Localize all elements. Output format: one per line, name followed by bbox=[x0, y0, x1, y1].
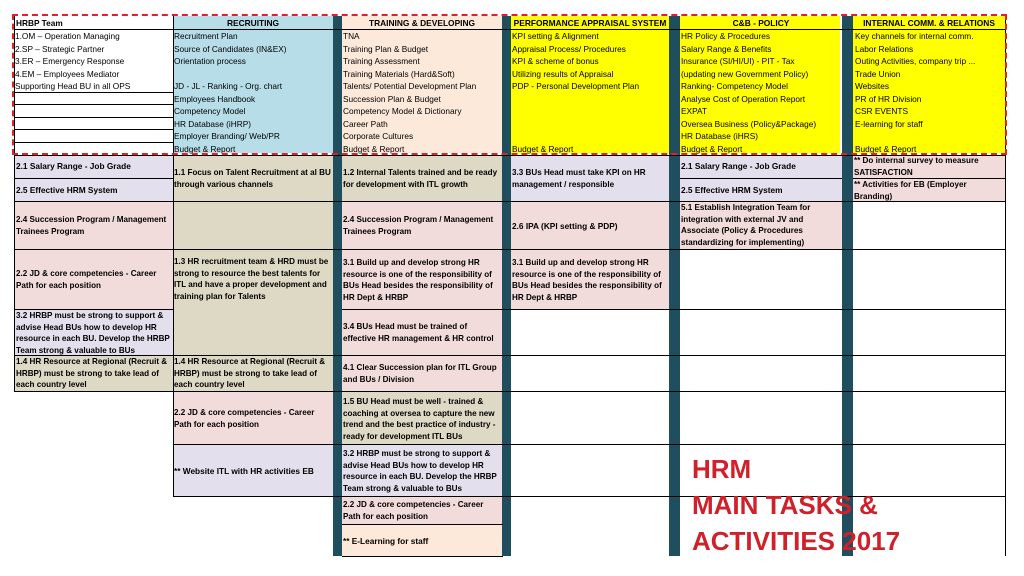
c5-hrm-system: 2.5 Effective HRM System bbox=[681, 185, 783, 195]
c4-ipa: 2.6 IPA (KPI setting & PDP) bbox=[512, 221, 618, 231]
c3-hrbp: 3.2 HRBP must be strong to support & advise Head BUs how to develop HR resource in each BU. Develop the HRBP Team strong & valuable to BUs bbox=[343, 449, 497, 493]
c4-build: 3.1 Build up and develop strong HR resource is one of the responsibility of BUs Head besides the responsibility of HR Dept & HRBP bbox=[512, 258, 662, 302]
c1-regional: 1.4 HR Resource at Regional (Recruit & HRBP) must be strong to take lead of each country level bbox=[16, 357, 168, 390]
header-recruiting: RECRUITING bbox=[226, 18, 280, 28]
title-line-1: HRM bbox=[692, 454, 752, 484]
recruiting-item-1: Recruitment Plan bbox=[174, 31, 238, 41]
recruiting-item-7: Competency Model bbox=[174, 106, 246, 116]
c3-clear: 4.1 Clear Succession plan for ITL Group and BUs / Division bbox=[343, 363, 497, 384]
c6-eb: ** Activities for EB (Employer Branding) bbox=[854, 180, 967, 201]
recruiting-item-3: Orientation process bbox=[174, 56, 246, 66]
training-item-3: Training Assessment bbox=[343, 56, 420, 66]
hline-r7 bbox=[173, 496, 1005, 497]
c2-regional: 1.4 HR Resource at Regional (Recruit & HRBP) must be strong to take lead of each country level bbox=[174, 357, 326, 390]
c1-succession: 2.4 Succession Program / Management Trainees Program bbox=[16, 215, 167, 236]
hrbp-item-5: Supporting Head BU in all OPS bbox=[15, 81, 131, 91]
hrbp-item-4: 4.EM – Employees Mediator bbox=[15, 68, 120, 79]
hline-bottom bbox=[342, 556, 503, 557]
hrbp-item-2: 2.SP – Strategic Partner bbox=[15, 43, 105, 54]
training-item-6: Succession Plan & Budget bbox=[343, 93, 441, 104]
training-item-10: Budget & Report bbox=[343, 143, 405, 154]
internal-item-1: Key channels for internal comm. bbox=[855, 31, 974, 41]
c2-recruit-team: 1.3 HR recruitment team & HRD must be strong to resource the best talents for ITL and have a proper development and training plan for Talents bbox=[174, 257, 329, 301]
c6-survey: ** Do internal survey to measure SATISFACTION bbox=[854, 156, 979, 177]
internal-item-3: Outing Activities, company trip ... bbox=[855, 56, 976, 66]
internal-item-7: CSR EVENTS bbox=[855, 106, 909, 116]
cb-item-10: Budget & Report bbox=[681, 143, 743, 154]
cb-item-5: Ranking- Competency Model bbox=[681, 81, 788, 91]
cb-item-1: HR Policy & Procedures bbox=[681, 31, 770, 41]
performance-item-4: Utilizing results of Appraisal bbox=[512, 68, 614, 79]
training-item-7: Competency Model & Dictionary bbox=[343, 106, 462, 116]
c2-focus: 1.1 Focus on Talent Recruitment at al BU through various channels bbox=[174, 168, 331, 189]
hline-c2-sub1 bbox=[173, 249, 334, 250]
hrbp-item-3: 3.ER – Emergency Response bbox=[15, 56, 125, 66]
training-item-5: Talents/ Potential Development Plan bbox=[343, 81, 477, 91]
internal-item-6: PR of HR Division bbox=[855, 93, 922, 104]
recruiting-item-9: Employer Branding/ Web/PR bbox=[174, 131, 280, 141]
performance-item-2: Appraisal Process/ Procedures bbox=[512, 43, 626, 54]
performance-item-3: KPI & scheme of bonus bbox=[512, 56, 599, 66]
recruiting-item-5: JD - JL - Ranking - Org. chart bbox=[174, 81, 283, 91]
training-item-2: Training Plan & Budget bbox=[343, 43, 429, 54]
performance-item-1: KPI setting & Alignment bbox=[512, 31, 599, 41]
hline-c5-sub1 bbox=[680, 178, 842, 179]
c3-succession: 2.4 Succession Program / Management Trainees Program bbox=[343, 215, 494, 236]
cb-item-3: Insurance (SI/HI/UI) - PIT - Tax bbox=[681, 56, 795, 66]
training-item-9: Corporate Cultures bbox=[343, 131, 414, 141]
cb-item-2: Salary Range & Benefits bbox=[681, 43, 772, 54]
internal-item-4: Trade Union bbox=[855, 68, 901, 79]
c2-row2-bg bbox=[173, 201, 334, 249]
header-internal: INTERNAL COMM. & RELATIONS bbox=[863, 18, 995, 28]
recruiting-item-6: Employees Handbook bbox=[174, 93, 256, 104]
c2-jd: 2.2 JD & core competencies - Career Path for each position bbox=[174, 408, 315, 429]
hline-c1-sub1 bbox=[14, 178, 173, 179]
cb-item-6: Analyse Cost of Operation Report bbox=[681, 93, 806, 104]
cb-item-8: Oversea Business (Policy&Package) bbox=[681, 118, 817, 129]
c3-elearning: ** E-Learning for staff bbox=[343, 536, 429, 546]
c5-integration: 5.1 Establish Integration Team for integration with external JV and Associate (Policy & Procedures standardizing for implementing) bbox=[681, 203, 811, 247]
title-line-3: ACTIVITIES 2017 bbox=[692, 526, 901, 556]
top-section-frame bbox=[12, 14, 1007, 155]
c4-kpi: 3.3 BUs Head must take KPI on HR management / responsible bbox=[512, 168, 646, 189]
header-training: TRAINING & DEVELOPING bbox=[368, 18, 476, 28]
cb-item-4: (updating new Government Policy) bbox=[681, 68, 809, 79]
cb-item-7: EXPAT bbox=[681, 106, 707, 116]
header-hrbp: HRBP Team bbox=[16, 18, 63, 28]
c1-jd: 2.2 JD & core competencies - Career Path for each position bbox=[16, 269, 157, 290]
c3-bu-head: 1.5 BU Head must be well - trained & coaching at oversea to capture the new trend and the best practice of industry - ready for development ITL BUs bbox=[343, 397, 496, 441]
cb-item-9: HR Database (iHRS) bbox=[681, 131, 758, 141]
title-line-2: MAIN TASKS & bbox=[692, 490, 878, 520]
c3-internal: 1.2 Internal Talents trained and be ready for development with ITL growth bbox=[343, 168, 498, 189]
hline-r3b bbox=[342, 309, 1005, 310]
recruiting-item-2: Source of Candidates (IN&EX) bbox=[174, 43, 287, 54]
hline-r2 bbox=[14, 249, 1005, 250]
performance-item-5: PDP - Personal Development Plan bbox=[512, 81, 640, 91]
c1-hrbp: 3.2 HRBP must be strong to support & advise Head BUs how to develop HR resource in each BU. Develop the HRBP Team strong & valuable to BUs bbox=[16, 311, 170, 355]
c3-trained: 3.4 BUs Head must be trained of effective HR management & HR control bbox=[343, 322, 494, 343]
training-item-1: TNA bbox=[343, 31, 360, 41]
recruiting-item-10: Budget & Report bbox=[174, 143, 236, 154]
hline-r6 bbox=[173, 444, 1005, 445]
header-performance: PERFORMANCE APPRAISAL SYSTEM bbox=[513, 18, 667, 28]
training-item-8: Career Path bbox=[343, 118, 388, 129]
internal-item-2: Labor Relations bbox=[855, 43, 914, 54]
recruiting-item-8: HR Database (iHRP) bbox=[174, 118, 251, 129]
hrbp-item-1: 1.OM – Operation Managing bbox=[15, 31, 120, 41]
c3-jd: 2.2 JD & core competencies - Career Path for each position bbox=[343, 500, 484, 521]
c1-hrm-system: 2.5 Effective HRM System bbox=[16, 185, 118, 195]
hline-r8 bbox=[342, 524, 503, 525]
internal-item-10: Budget & Report bbox=[855, 143, 917, 154]
c3-build: 3.1 Build up and develop strong HR resource is one of the responsibility of BUs Head besides the responsibility of HR Dept & HRBP bbox=[343, 258, 493, 302]
c2-website: ** Website ITL with HR activities EB bbox=[174, 466, 314, 476]
internal-item-5: Websites bbox=[855, 81, 889, 91]
c1-salary: 2.1 Salary Range - Job Grade bbox=[16, 161, 131, 171]
internal-item-8: E-learning for staff bbox=[855, 118, 923, 129]
c5-salary: 2.1 Salary Range - Job Grade bbox=[681, 161, 796, 171]
performance-item-10: Budget & Report bbox=[512, 143, 574, 154]
training-item-4: Training Materials (Hard&Soft) bbox=[343, 68, 455, 79]
header-cb: C&B - POLICY bbox=[732, 18, 790, 28]
